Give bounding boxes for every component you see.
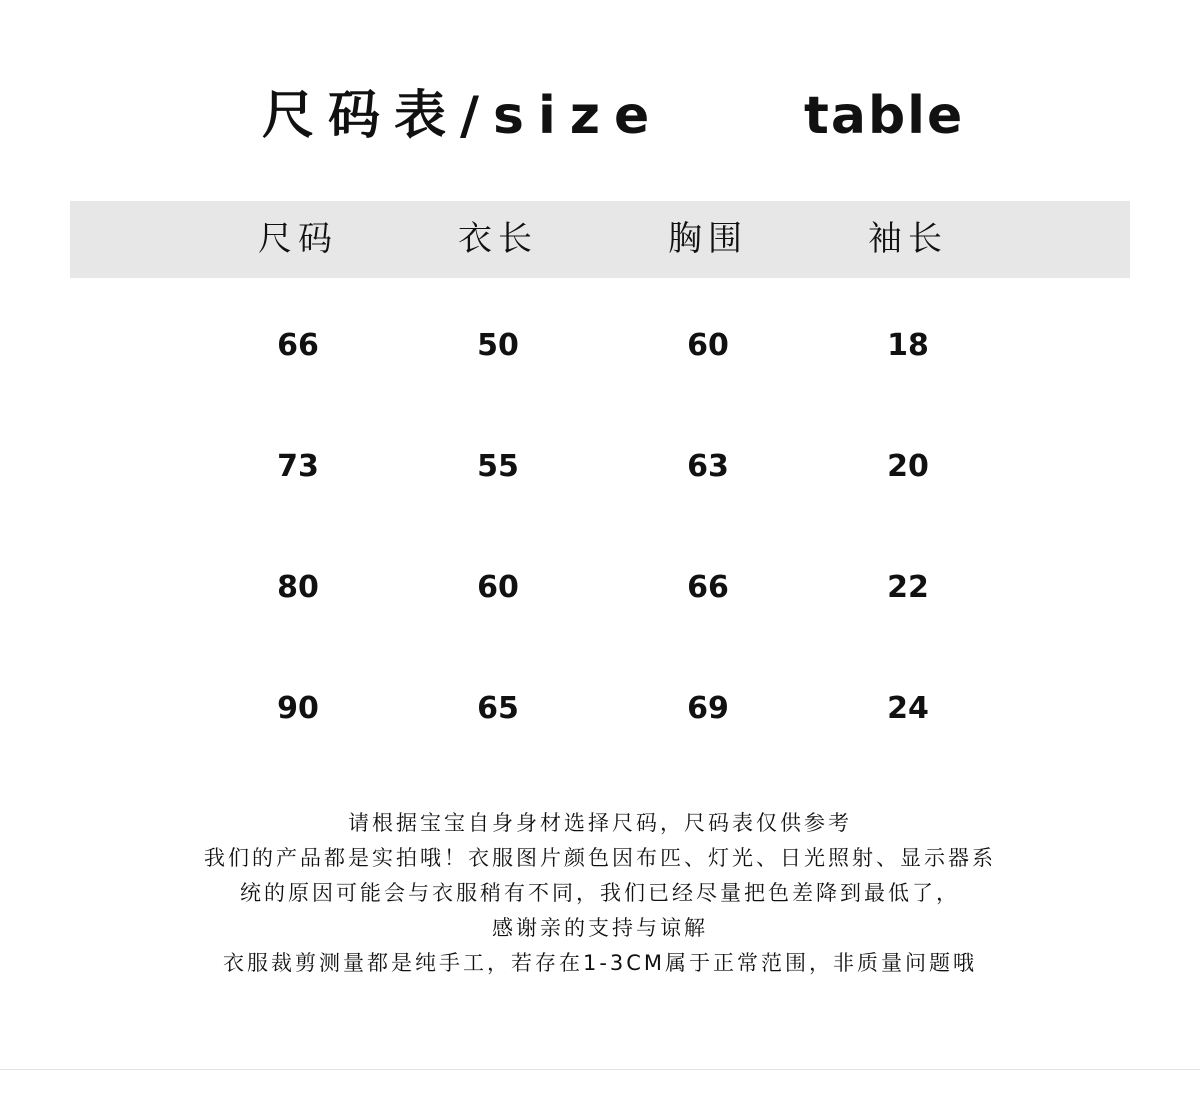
note-line: 衣服裁剪测量都是纯手工，若存在1-3CM属于正常范围，非质量问题哦 [222, 951, 978, 975]
cell-chest: 66 [687, 570, 729, 605]
cell-sleeve: 24 [887, 691, 929, 726]
cell-chest: 63 [687, 449, 729, 484]
header-chest: 胸围 [668, 219, 748, 259]
cell-size: 73 [277, 449, 319, 484]
cell-length: 65 [477, 691, 519, 726]
bottom-divider [0, 1069, 1200, 1070]
cell-sleeve: 22 [887, 570, 929, 605]
cell-size: 90 [277, 691, 319, 726]
cell-size: 66 [277, 328, 319, 363]
cell-chest: 60 [687, 328, 729, 363]
header-sleeve: 袖长 [868, 219, 948, 259]
cell-size: 80 [277, 570, 319, 605]
header-length: 衣长 [458, 219, 538, 259]
note-line: 统的原因可能会与衣服稍有不同，我们已经尽量把色差降到最低了， [240, 881, 960, 905]
note-line: 请根据宝宝自身身材选择尺码，尺码表仅供参考 [348, 811, 852, 835]
note-line: 感谢亲的支持与谅解 [492, 916, 708, 940]
title-chinese: 尺码表/size [262, 86, 664, 146]
cell-length: 60 [477, 570, 519, 605]
cell-chest: 69 [687, 691, 729, 726]
cell-sleeve: 18 [887, 328, 929, 363]
title-english: table [804, 86, 965, 146]
header-size: 尺码 [258, 219, 338, 259]
note-line: 我们的产品都是实拍哦！衣服图片颜色因布匹、灯光、日光照射、显示器系 [204, 846, 996, 870]
page-title [0, 78, 1200, 158]
cell-sleeve: 20 [887, 449, 929, 484]
cell-length: 55 [477, 449, 519, 484]
notes-block [60, 806, 1140, 981]
cell-length: 50 [477, 328, 519, 363]
